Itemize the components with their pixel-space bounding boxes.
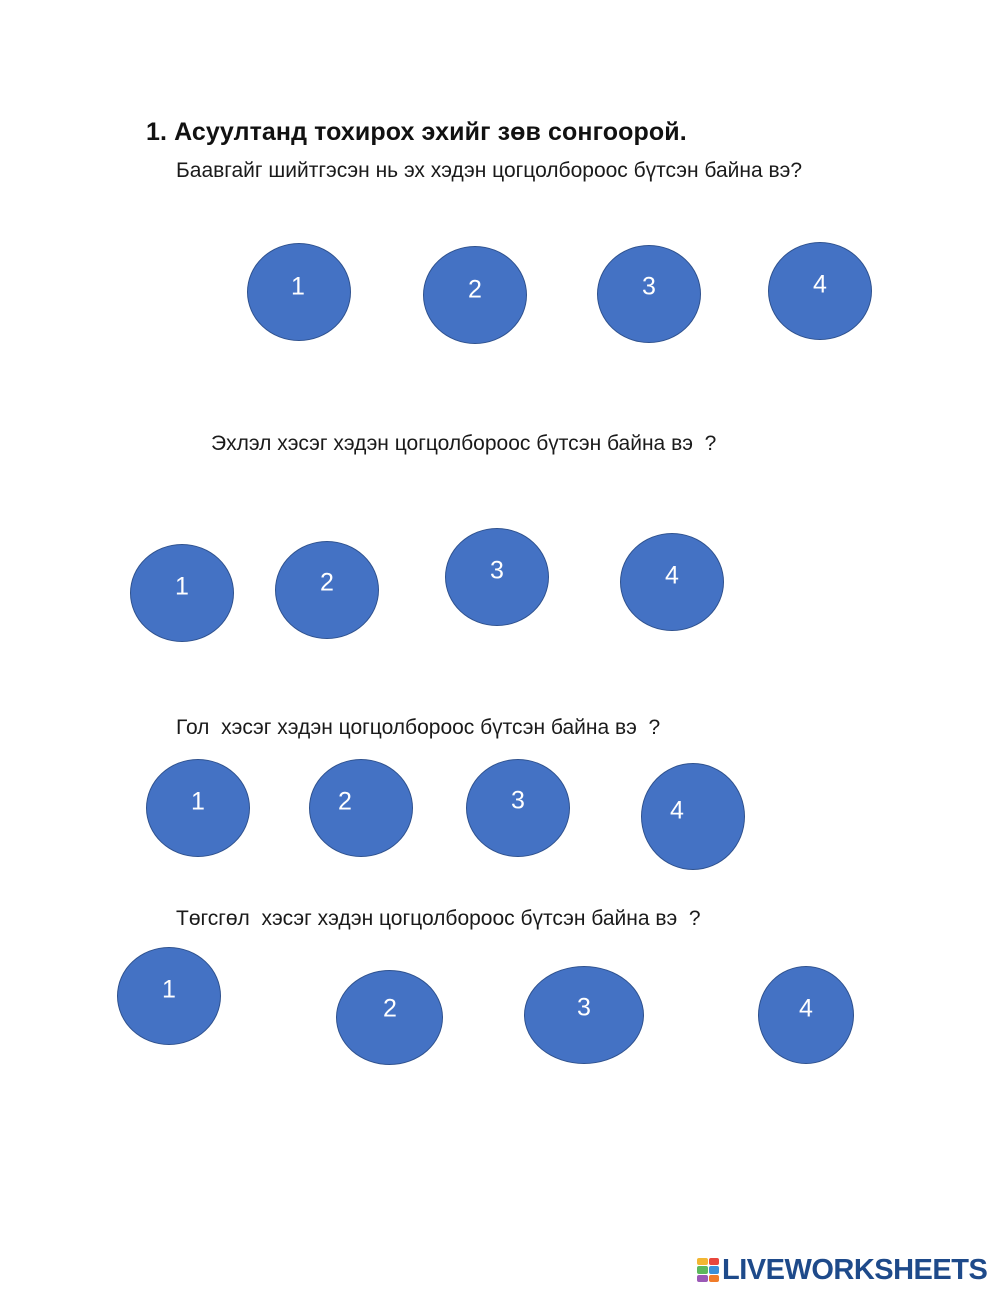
question-4-option-1[interactable] bbox=[117, 947, 221, 1045]
option-label: 2 bbox=[468, 275, 482, 304]
question-3-option-2[interactable] bbox=[309, 759, 413, 857]
option-label: 1 bbox=[162, 975, 176, 1004]
question-2-option-3[interactable] bbox=[445, 528, 549, 626]
option-label: 3 bbox=[490, 556, 504, 585]
question-2-option-1[interactable] bbox=[130, 544, 234, 642]
option-label: 1 bbox=[291, 272, 305, 301]
option-label: 3 bbox=[642, 272, 656, 301]
liveworksheets-logo bbox=[697, 1255, 987, 1285]
question-4-option-2[interactable] bbox=[336, 970, 443, 1065]
question-3-text: Гол хэсэг хэдэн цогцолбороос бүтсэн байна вэ ? bbox=[176, 716, 661, 739]
question-4-option-3[interactable] bbox=[524, 966, 644, 1064]
question-4-text: Төгсгөл хэсэг хэдэн цогцолбороос бүтсэн байна вэ ? bbox=[176, 907, 701, 930]
question-1-option-1[interactable] bbox=[247, 243, 351, 341]
option-label: 2 bbox=[338, 787, 352, 816]
option-label: 4 bbox=[813, 270, 827, 299]
question-3-option-1[interactable] bbox=[146, 759, 250, 857]
question-2-text: Эхлэл хэсэг хэдэн цогцолбороос бүтсэн байна вэ ? bbox=[211, 432, 717, 455]
question-4-option-4[interactable] bbox=[758, 966, 854, 1064]
option-label: 2 bbox=[320, 568, 334, 597]
option-label: 4 bbox=[799, 994, 813, 1023]
option-label: 4 bbox=[665, 561, 679, 590]
liveworksheets-logo-text: LIVEWORKSHEETS bbox=[722, 1253, 988, 1286]
question-2-option-4[interactable] bbox=[620, 533, 724, 631]
option-label: 3 bbox=[511, 786, 525, 815]
question-1-option-3[interactable] bbox=[597, 245, 701, 343]
option-label: 1 bbox=[175, 572, 189, 601]
question-1-text: Баавгайг шийтгэсэн нь эх хэдэн цогцолбороос бүтсэн байна вэ? bbox=[176, 159, 803, 182]
question-2-option-2[interactable] bbox=[275, 541, 379, 639]
option-label: 3 bbox=[577, 993, 591, 1022]
option-label: 1 bbox=[191, 787, 205, 816]
question-1-option-2[interactable] bbox=[423, 246, 527, 344]
liveworksheets-logo-icon bbox=[697, 1258, 719, 1282]
option-label: 2 bbox=[383, 994, 397, 1023]
worksheet-heading: 1. Асуултанд тохирох эхийг зөв сонгоорой. bbox=[146, 118, 687, 146]
question-3-option-3[interactable] bbox=[466, 759, 570, 857]
question-1-option-4[interactable] bbox=[768, 242, 872, 340]
option-label: 4 bbox=[670, 796, 684, 825]
question-3-option-4[interactable] bbox=[641, 763, 745, 870]
